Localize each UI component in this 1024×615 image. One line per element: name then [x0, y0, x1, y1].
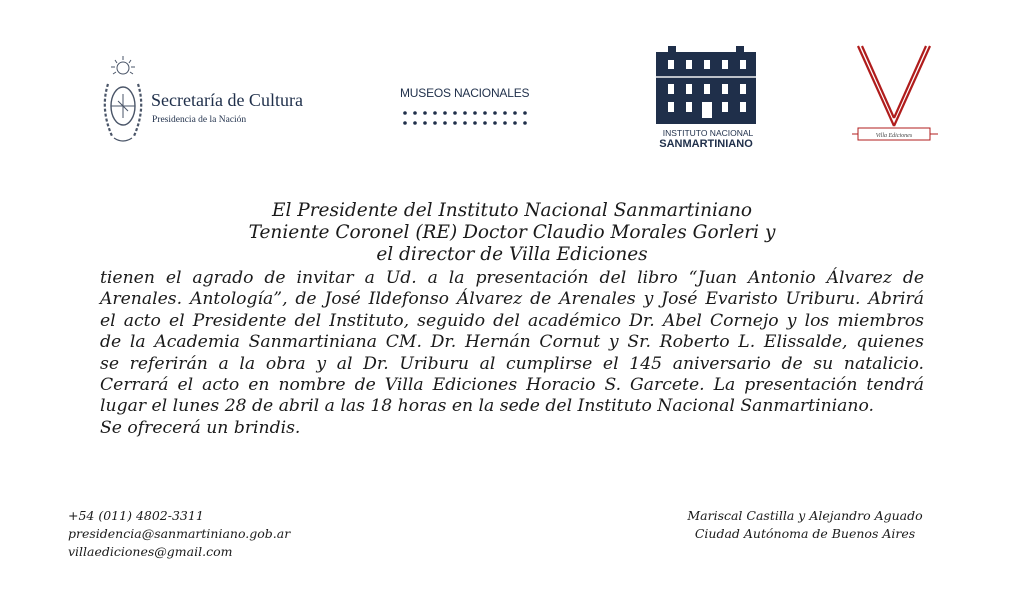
secretaria-cultura-logo [98, 54, 328, 150]
body-line: lugar el lunes 28 de abril a las 18 horas en la sede del Instituto Nacional Sanmartiniano. [100, 396, 874, 417]
villa-logo-label: Villa Ediciones [875, 133, 913, 139]
body-line: Arenales. Antología”, de José Ildefonso Álvarez de Arenales y José Evaristo Uriburu. Abrirá [100, 289, 924, 310]
address-street: Mariscal Castilla y Alejandro Aguado [687, 508, 923, 523]
body-line: el acto el Presidente del Instituto, seguido del académico Dr. Abel Cornejo y los miembros [100, 310, 924, 331]
address-city: Ciudad Autónoma de Buenos Aires [694, 526, 916, 541]
cultura-subtitle: Presidencia de la Nación [152, 115, 247, 125]
email-presidencia: presidencia@sanmartiniano.gob.ar [68, 526, 291, 541]
dots-pattern-icon [402, 108, 534, 130]
body-line: Se ofrecerá un brindis. [100, 417, 301, 438]
contact-info [68, 507, 290, 561]
address-info [660, 507, 950, 543]
invitation-body [100, 268, 924, 439]
villa-ediciones-logo [850, 42, 940, 150]
heading-line-2: Teniente Coronel (RE) Doctor Claudio Morales Gorleri y [248, 222, 776, 243]
heading-line-3: el director de Villa Ediciones [376, 244, 648, 265]
building-icon [654, 46, 758, 126]
instituto-sanmartiniano-logo [654, 46, 758, 154]
national-coat-of-arms-icon [98, 54, 148, 150]
body-line: se referirán a la obra y al Dr. Uriburu al cumplirse el 145 aniversario de su natalicio. [100, 353, 924, 374]
body-line: tienen el agrado de invitar a Ud. a la presentación del libro “Juan Antonio Álvarez de [100, 268, 924, 288]
body-line: de la Academia Sanmartiniana CM. Dr. Hernán Cornut y Sr. Roberto L. Elissalde, quienes [100, 332, 924, 353]
villa-ediciones-v-icon [850, 42, 940, 150]
cultura-title: Secretaría de Cultura [151, 90, 303, 110]
instituto-line1: INSTITUTO NACIONAL [662, 128, 754, 138]
instituto-line2: SANMARTINIANO [659, 138, 753, 150]
body-line: Cerrará el acto en nombre de Villa Ediciones Horacio S. Garcete. La presentación tendrá [100, 375, 924, 396]
phone-number: +54 (011) 4802-3311 [68, 508, 204, 523]
heading-line-1: El Presidente del Instituto Nacional Sanmartiniano [271, 200, 753, 221]
museos-title: MUSEOS NACIONALES [400, 86, 530, 100]
museos-nacionales-logo [400, 86, 540, 136]
email-villa: villaediciones@gmail.com [68, 544, 233, 559]
